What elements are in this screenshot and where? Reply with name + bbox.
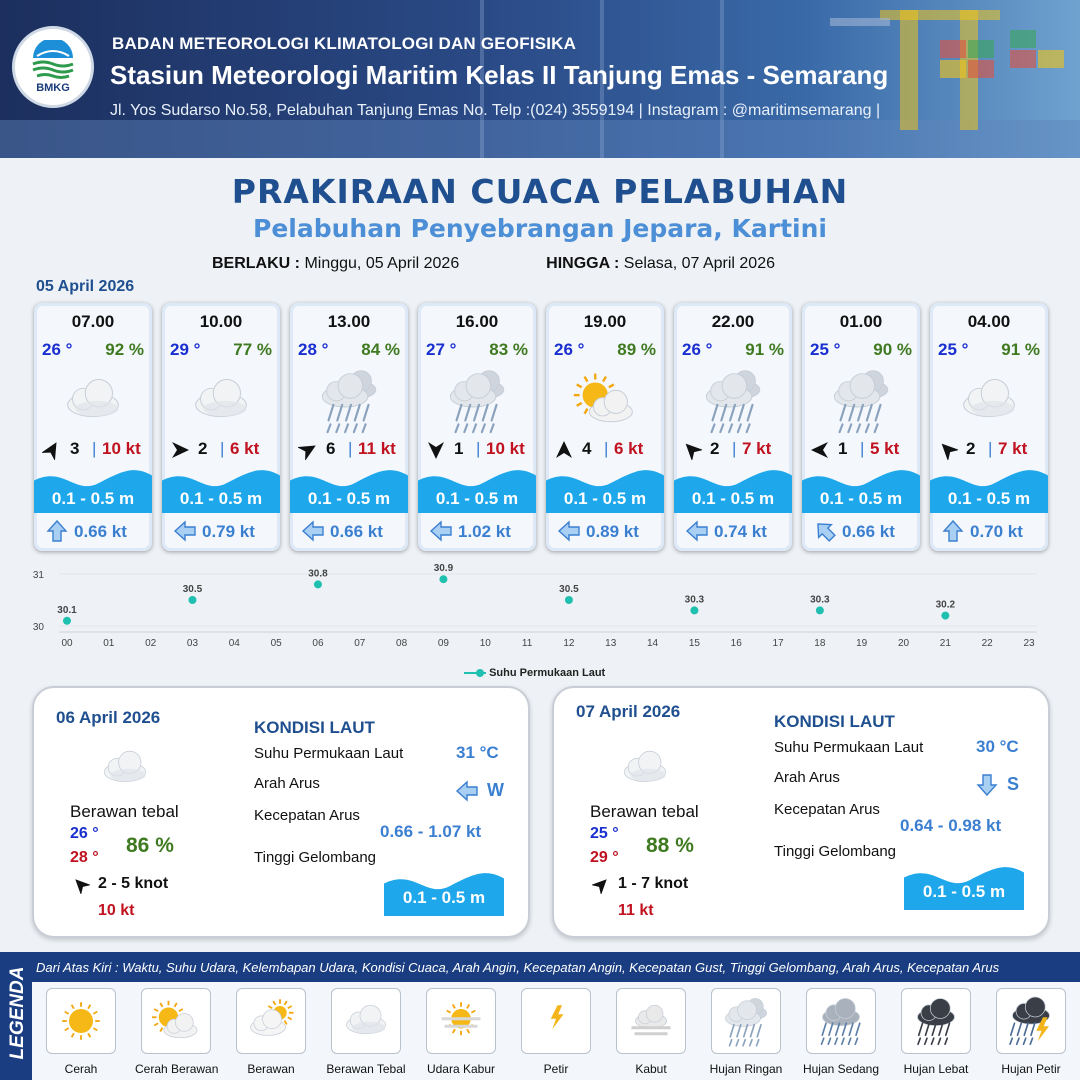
daily-current-direction: S xyxy=(1007,774,1020,794)
current-direction-icon xyxy=(454,780,480,802)
daily-condition: Berawan tebal xyxy=(70,802,179,821)
card-current xyxy=(428,520,528,544)
x-tick-label: 11 xyxy=(521,638,533,649)
daily-gust: 11 kt xyxy=(618,902,654,919)
card-temperature: 27 ° xyxy=(426,340,457,359)
card-current-speed: 0.89 kt xyxy=(586,522,639,541)
station-address: Jl. Yos Sudarso No.58, Pelabuhan Tanjung Emas No. Telp :(024) 3559194 | Instagram : @maritimsemarang | xyxy=(110,102,881,119)
current-speed-label: Kecepatan Arus xyxy=(774,801,880,818)
sea-condition-title: KONDISI LAUT xyxy=(774,712,895,731)
wind-direction-icon xyxy=(592,876,610,894)
legend-item-label: Petir xyxy=(543,1062,569,1076)
card-humidity: 91 % xyxy=(745,340,784,359)
bmkg-emblem-icon xyxy=(29,40,77,80)
page-title: PRAKIRAAN CUACA PELABUHAN xyxy=(231,172,849,211)
cerah-icon xyxy=(46,988,116,1054)
card-wave-height: 0.1 - 0.5 m xyxy=(563,489,647,508)
hujan-ringan-icon xyxy=(310,365,388,435)
card-wind xyxy=(296,438,402,462)
berawan-tebal-icon xyxy=(610,740,680,796)
card-wind-speed: 3 xyxy=(70,439,80,458)
current-direction-icon xyxy=(558,520,580,542)
card-current xyxy=(684,520,784,544)
validity-to-label: HINGGA : xyxy=(546,255,620,272)
berawan-tebal-icon xyxy=(182,365,260,435)
x-tick-label: 06 xyxy=(312,638,324,649)
legend-item xyxy=(800,988,882,1076)
hujan-ringan-icon xyxy=(711,988,781,1054)
wind-direction-icon xyxy=(810,440,830,460)
card-humidity: 91 % xyxy=(1001,340,1040,359)
legend-item xyxy=(895,988,977,1076)
sst-point xyxy=(565,596,573,604)
card-wind xyxy=(936,438,1042,462)
y-tick-label: 30 xyxy=(32,622,44,633)
bmkg-logo xyxy=(12,26,94,108)
daily-wave-height: 0.1 - 0.5 m xyxy=(402,888,486,907)
header-banner xyxy=(0,0,1080,158)
sst-chart xyxy=(30,562,1050,684)
daily-temp-min: 26 ° xyxy=(70,825,99,842)
card-time: 19.00 xyxy=(583,312,627,331)
daily-wind-range: 2 - 5 knot xyxy=(98,875,169,892)
card-gust: 5 kt xyxy=(870,439,900,458)
card-temperature: 25 ° xyxy=(810,340,841,359)
sst-data-label: 30.8 xyxy=(308,568,328,580)
current-speed-label: Kecepatan Arus xyxy=(254,807,360,824)
card-gust: 11 kt xyxy=(358,439,396,458)
legend-title: LEGENDA xyxy=(7,966,28,1060)
x-tick-label: 12 xyxy=(563,638,575,649)
card-humidity: 90 % xyxy=(873,340,912,359)
sst-point xyxy=(439,575,447,583)
separator: | xyxy=(604,439,609,458)
card-wind xyxy=(680,438,786,462)
card-wind-speed: 4 xyxy=(582,439,592,458)
card-wind-speed: 1 xyxy=(838,439,848,458)
sst-point xyxy=(188,596,196,604)
card-current-speed: 0.79 kt xyxy=(202,522,255,541)
card-wave-height: 0.1 - 0.5 m xyxy=(819,489,903,508)
legend-item xyxy=(610,988,692,1076)
legend-item xyxy=(990,988,1072,1076)
validity-from-label: BERLAKU : xyxy=(212,255,300,272)
card-wind-speed: 2 xyxy=(710,439,720,458)
daily-current-speed: 0.64 - 0.98 kt xyxy=(900,816,1002,835)
daily-humidity: 86 % xyxy=(126,834,174,857)
berawan-tebal-icon xyxy=(331,988,401,1054)
card-current xyxy=(300,520,400,544)
card-gust: 6 kt xyxy=(230,439,260,458)
daily-sst: 31 °C xyxy=(456,743,499,762)
x-tick-label: 16 xyxy=(730,638,742,649)
card-current xyxy=(44,520,144,544)
page-subtitle: Pelabuhan Penyebrangan Jepara, Kartini xyxy=(253,214,827,243)
card-temperature: 26 ° xyxy=(682,340,713,359)
card-temperature: 29 ° xyxy=(170,340,201,359)
daily-sst: 30 °C xyxy=(976,737,1019,756)
card-time: 04.00 xyxy=(967,312,1011,331)
validity-period xyxy=(212,255,775,273)
card-temperature: 25 ° xyxy=(938,340,969,359)
legend-item-label: Kabut xyxy=(635,1062,667,1076)
card-wind-speed: 1 xyxy=(454,439,464,458)
card-humidity: 83 % xyxy=(489,340,528,359)
legend-item xyxy=(230,988,312,1076)
current-direction-label: Arah Arus xyxy=(774,769,840,786)
hujan-ringan-icon xyxy=(438,365,516,435)
card-current-speed: 1.02 kt xyxy=(458,522,511,541)
hourly-forecast-cards xyxy=(34,303,1054,553)
card-gust: 7 kt xyxy=(742,439,772,458)
x-tick-label: 18 xyxy=(814,638,826,649)
card-time: 16.00 xyxy=(455,312,499,331)
daily-forecast-panel-1 xyxy=(32,686,530,938)
validity-from-value: Minggu, 05 April 2026 xyxy=(304,255,460,272)
card-temperature: 26 ° xyxy=(554,340,585,359)
hujan-petir-icon xyxy=(996,988,1066,1054)
separator: | xyxy=(732,439,737,458)
forecast-card-0700 xyxy=(34,303,152,551)
legend-item xyxy=(135,988,217,1076)
card-wind xyxy=(168,438,274,462)
card-current-speed: 0.66 kt xyxy=(74,522,127,541)
card-wave-height: 0.1 - 0.5 m xyxy=(691,489,775,508)
current-direction-icon xyxy=(174,520,196,542)
x-tick-label: 20 xyxy=(897,638,910,649)
x-tick-label: 21 xyxy=(939,638,951,649)
hujan-sedang-icon xyxy=(806,988,876,1054)
legend-item-label: Berawan Tebal xyxy=(326,1062,406,1076)
current-direction-icon xyxy=(46,520,68,542)
card-wind-speed: 2 xyxy=(198,439,208,458)
current-direction-icon xyxy=(814,520,836,542)
separator: | xyxy=(220,439,225,458)
wind-direction-icon xyxy=(170,440,190,460)
wind-direction-icon xyxy=(938,440,958,460)
card-wind xyxy=(552,438,658,462)
card-wind xyxy=(40,438,146,462)
wave-height-label: Tinggi Gelombang xyxy=(254,849,377,866)
wind-direction-icon xyxy=(298,440,318,460)
legend-description: Dari Atas Kiri : Waktu, Suhu Udara, Kelembapan Udara, Kondisi Cuaca, Arah Angin, Kecepatan Angin, Kecepatan Gust, Tinggi Gelombang, Arah Arus, Kecepatan Arus xyxy=(36,960,1000,975)
daily-date: 07 April 2026 xyxy=(576,702,681,721)
petir-icon xyxy=(521,988,591,1054)
card-wind xyxy=(424,438,530,462)
udara-kabur-icon xyxy=(426,988,496,1054)
sst-data-label: 30.1 xyxy=(57,604,77,616)
current-direction-icon xyxy=(302,520,324,542)
berawan-tebal-icon xyxy=(950,365,1028,435)
cerah-berawan-icon xyxy=(141,988,211,1054)
separator: | xyxy=(988,439,993,458)
legend-item xyxy=(515,988,597,1076)
x-tick-label: 15 xyxy=(688,638,700,649)
legend-icon-grid xyxy=(32,982,1080,1080)
card-humidity: 92 % xyxy=(105,340,144,359)
current-direction-icon xyxy=(974,774,1000,796)
card-wave-height: 0.1 - 0.5 m xyxy=(307,489,391,508)
x-tick-label: 09 xyxy=(437,638,449,649)
sea-condition-title: KONDISI LAUT xyxy=(254,718,375,737)
legend-item xyxy=(325,988,407,1076)
card-wave-height: 0.1 - 0.5 m xyxy=(435,489,519,508)
sst-data-label: 30.3 xyxy=(684,594,705,606)
hujan-lebat-icon xyxy=(901,988,971,1054)
forecast-card-1300 xyxy=(290,303,408,551)
card-time: 07.00 xyxy=(71,312,115,331)
card-current-speed: 0.66 kt xyxy=(842,522,895,541)
daily-temp-min: 25 ° xyxy=(590,825,619,842)
kabut-icon xyxy=(616,988,686,1054)
x-tick-label: 02 xyxy=(145,638,157,649)
card-humidity: 77 % xyxy=(233,340,272,359)
x-tick-label: 17 xyxy=(772,638,784,649)
daily-date: 06 April 2026 xyxy=(56,708,161,727)
x-tick-label: 04 xyxy=(228,638,240,649)
card-time: 22.00 xyxy=(711,312,755,331)
x-tick-label: 08 xyxy=(396,638,408,649)
card-current-speed: 0.74 kt xyxy=(714,522,767,541)
wind-direction-icon xyxy=(42,440,62,460)
legend-item-label: Berawan xyxy=(247,1062,295,1076)
card-time: 10.00 xyxy=(199,312,243,331)
x-tick-label: 05 xyxy=(270,638,282,649)
card-temperature: 26 ° xyxy=(42,340,73,359)
daily-temp-max: 29 ° xyxy=(590,849,619,866)
daily-temp-max: 28 ° xyxy=(70,849,99,866)
card-gust: 7 kt xyxy=(998,439,1028,458)
forecast-card-1900 xyxy=(546,303,664,551)
berawan-icon xyxy=(236,988,306,1054)
separator: | xyxy=(476,439,481,458)
logo-text: BMKG xyxy=(36,82,70,94)
hujan-ringan-icon xyxy=(694,365,772,435)
hujan-ringan-icon xyxy=(822,365,900,435)
legend-panel xyxy=(0,952,1080,1080)
x-tick-label: 14 xyxy=(647,638,659,649)
forecast-card-0400 xyxy=(930,303,1048,551)
daily-wind-range: 1 - 7 knot xyxy=(618,875,689,892)
card-gust: 10 kt xyxy=(486,439,525,458)
sst-data-label: 30.2 xyxy=(935,599,956,611)
sst-point xyxy=(690,606,698,614)
separator: | xyxy=(860,439,865,458)
x-tick-label: 13 xyxy=(605,638,617,649)
forecast-date-label: 05 April 2026 xyxy=(36,278,135,295)
x-tick-label: 03 xyxy=(186,638,199,649)
card-wave-height: 0.1 - 0.5 m xyxy=(179,489,263,508)
card-current-speed: 0.66 kt xyxy=(330,522,383,541)
daily-current-speed: 0.66 - 1.07 kt xyxy=(380,822,482,841)
daily-forecast-panel-2 xyxy=(552,686,1050,938)
x-tick-label: 23 xyxy=(1023,638,1035,649)
forecast-card-2200 xyxy=(674,303,792,551)
legend-item-label: Cerah xyxy=(64,1062,98,1076)
card-current xyxy=(812,520,912,544)
card-temperature: 28 ° xyxy=(298,340,329,359)
sst-data-label: 30.9 xyxy=(433,563,454,575)
wind-direction-icon xyxy=(682,440,702,460)
daily-wave-height: 0.1 - 0.5 m xyxy=(922,882,1006,901)
x-tick-label: 19 xyxy=(856,638,868,649)
card-gust: 10 kt xyxy=(102,439,141,458)
card-current-speed: 0.70 kt xyxy=(970,522,1023,541)
sst-legend-label: Suhu Permukaan Laut xyxy=(489,667,606,679)
sst-label: Suhu Permukaan Laut xyxy=(774,739,924,756)
card-wave-height: 0.1 - 0.5 m xyxy=(51,489,135,508)
card-wave-height: 0.1 - 0.5 m xyxy=(947,489,1031,508)
daily-current-direction: W xyxy=(487,780,504,800)
card-current xyxy=(556,520,656,544)
agency-name: BADAN METEOROLOGI KLIMATOLOGI DAN GEOFISIKA xyxy=(112,34,577,53)
forecast-card-0100 xyxy=(802,303,920,551)
legend-item-label: Hujan Petir xyxy=(1001,1062,1061,1076)
current-direction-icon xyxy=(942,520,964,542)
validity-to-value: Selasa, 07 April 2026 xyxy=(623,255,775,272)
legend-side-title xyxy=(0,952,32,1080)
card-wind-speed: 2 xyxy=(966,439,976,458)
berawan-tebal-icon xyxy=(90,740,160,796)
legend-item xyxy=(705,988,787,1076)
daily-gust: 10 kt xyxy=(98,902,135,919)
current-direction-icon xyxy=(430,520,452,542)
sst-chart-legend xyxy=(470,667,605,679)
sst-point xyxy=(941,612,949,620)
berawan-tebal-icon xyxy=(54,365,132,435)
legend-item-label: Cerah Berawan xyxy=(135,1062,219,1076)
legend-item-label: Hujan Sedang xyxy=(802,1062,880,1076)
forecast-card-1600 xyxy=(418,303,536,551)
legend-item-label: Hujan Lebat xyxy=(903,1062,969,1076)
legend-item-label: Udara Kabur xyxy=(426,1062,496,1076)
x-tick-label: 00 xyxy=(61,638,73,649)
card-wind xyxy=(808,438,914,462)
current-direction-icon xyxy=(686,520,708,542)
wind-direction-icon xyxy=(72,876,90,894)
card-gust: 6 kt xyxy=(614,439,644,458)
x-tick-label: 07 xyxy=(354,638,366,649)
wave-height-label: Tinggi Gelombang xyxy=(774,843,897,860)
wind-direction-icon xyxy=(554,440,574,460)
card-humidity: 89 % xyxy=(617,340,656,359)
y-tick-label: 31 xyxy=(32,570,44,581)
legend-item xyxy=(40,988,122,1076)
sst-point xyxy=(314,580,322,588)
x-tick-label: 01 xyxy=(103,638,115,649)
legend-item xyxy=(420,988,502,1076)
forecast-card-1000 xyxy=(162,303,280,551)
card-current xyxy=(172,520,272,544)
separator: | xyxy=(348,439,353,458)
sst-point xyxy=(816,606,824,614)
card-wind-speed: 6 xyxy=(326,439,336,458)
wind-direction-icon xyxy=(426,440,446,460)
legend-item-label: Hujan Ringan xyxy=(709,1062,783,1076)
x-tick-label: 22 xyxy=(981,638,993,649)
daily-humidity: 88 % xyxy=(646,834,694,857)
sst-label: Suhu Permukaan Laut xyxy=(254,745,404,762)
card-time: 01.00 xyxy=(839,312,883,331)
sst-point xyxy=(63,617,71,625)
daily-condition: Berawan tebal xyxy=(590,802,699,821)
cerah-berawan-icon xyxy=(566,365,644,435)
sst-data-label: 30.5 xyxy=(182,584,203,595)
sst-data-label: 30.3 xyxy=(810,594,830,606)
current-direction-label: Arah Arus xyxy=(254,775,320,792)
card-humidity: 84 % xyxy=(361,340,400,359)
separator: | xyxy=(92,439,97,458)
x-tick-label: 10 xyxy=(479,638,491,649)
card-time: 13.00 xyxy=(327,312,371,331)
sst-data-label: 30.5 xyxy=(559,584,579,595)
card-current xyxy=(940,520,1040,544)
station-name: Stasiun Meteorologi Maritim Kelas II Tanjung Emas - Semarang xyxy=(110,60,889,90)
